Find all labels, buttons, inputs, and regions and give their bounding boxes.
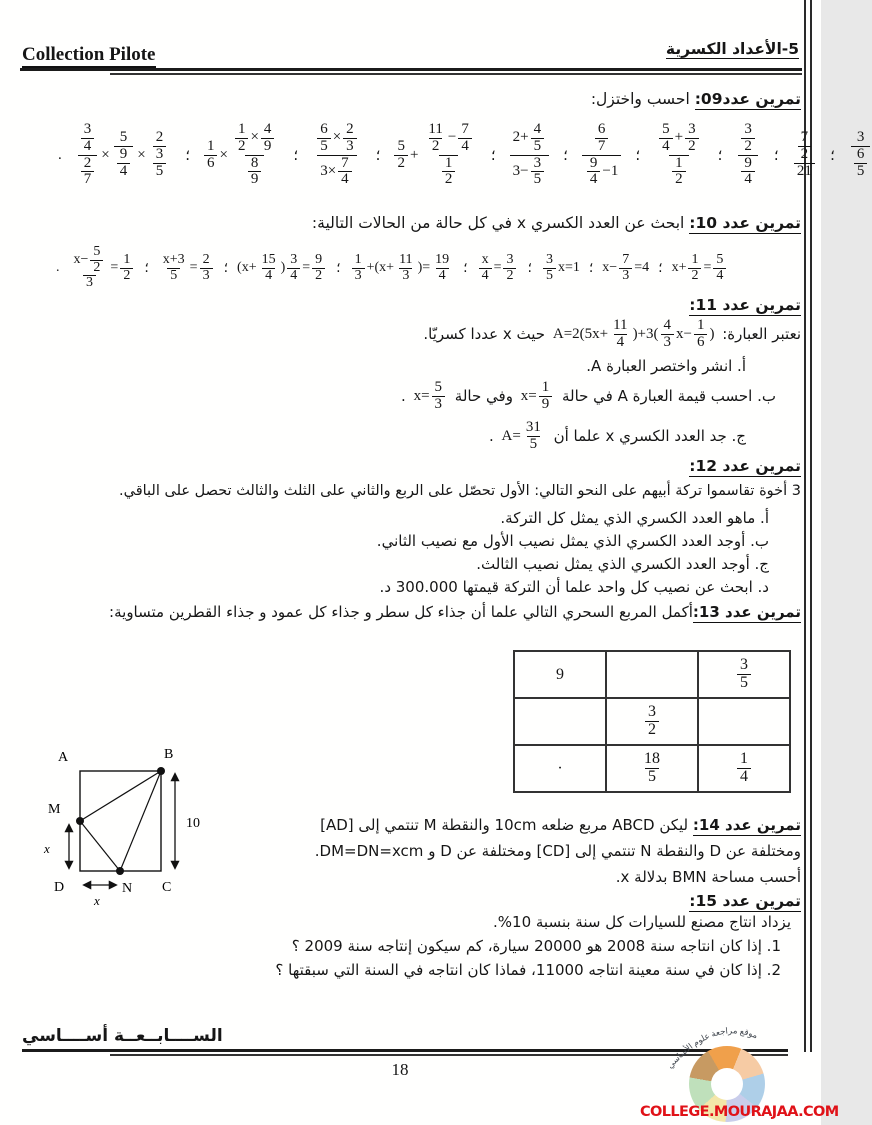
magic-cell-r1c0 [514, 698, 606, 745]
exercise-15-heading [689, 892, 801, 910]
exercise-12-heading [689, 457, 801, 475]
header-rule-1 [20, 68, 802, 71]
exercise-14-line-3: أحسب مساحة BMN بدلالة x. [615, 868, 801, 886]
label-m: M [48, 802, 61, 817]
header-rule-2 [110, 73, 802, 75]
geometry-figure [38, 743, 262, 923]
point-b-dot [157, 767, 165, 775]
point-m-dot [76, 817, 84, 825]
footer-grade: الســــابــعــة أســــاسي [22, 1026, 223, 1046]
exercise-12-item-d: د. ابحث عن نصيب كل واحد علما أن التركة قيمتها 300.000 د. [379, 578, 769, 596]
label-x-bottom: x [94, 893, 100, 908]
exercise-14-line-2: ومختلفة عن D والنقطة N تنتمي إلى [CD] ومختلفة عن D و DM=DN=xcm. [314, 842, 801, 860]
exercise-11-item-c: ج. جد العدد الكسري x علما أن A= $\frac{31}{5}$ . [488, 419, 746, 452]
exercise-10-label: تمرين عدد 10: [689, 214, 801, 232]
exercise-09-heading [591, 90, 801, 108]
exercise-13-heading [109, 603, 801, 621]
exercise-14-label: تمرين عدد 14: [692, 816, 801, 834]
exercise-12-item-c: ج. أوجد العدد الكسري الذي يمثل نصيب الثالث. [476, 555, 769, 573]
exercise-11-item-b: ب. احسب قيمة العبارة A في حالة x= $\frac{1}{9}$ وفي حالة x= $\frac{5}{3}$ . [401, 379, 776, 412]
magic-cell-r1c2 [698, 698, 790, 745]
exercise-12-label: تمرين عدد 12: [689, 457, 801, 475]
exercise-10-equations: . x− $\frac{5}{2}$ 3 = $\frac{1}{2}$ ؛ $\frac{x+3}{5}$ = $\frac{2}{3}$ ؛ (x+ $\frac{15}{4}$ ) $\frac{3}{4}$ = $\frac{9}{2}$ ؛ 1 3 +(x+ $\frac{11}{3}$ )= $\frac{19}{4}$ ؛ $\frac{x}{4}$ = $\frac{3}{2}$ ؛ 3 5 x=1 ؛ x− $\frac{7}{3}$ =4 ؛ x+ $\frac{1}{2}$ = $\frac{5}{4}$ [56, 240, 796, 296]
magic-cell-r0c2: 3 5 [698, 651, 790, 698]
exercise-12-intro: 3 أخوة تقاسموا تركة أبيهم على النحو التالي: الأول تحصّل على الربع والثاني على الثلث والثالث تحصل على الباقي. [119, 483, 801, 499]
exercise-11-heading [689, 296, 801, 314]
exercise-15-item-2: 2. إذا كان في سنة معينة انتاجه 11000، فماذا كان انتاجه في السنة التي سبقتها ؟ [275, 961, 781, 979]
exercise-15-label: تمرين عدد 15: [689, 892, 801, 910]
point-n-dot [116, 867, 124, 875]
magic-cell-r2c0: · [514, 745, 606, 792]
magic-square-table [513, 650, 791, 793]
exercise-11-item-a: أ. انشر واختصر العبارة A. [586, 357, 746, 375]
exercise-15-intro: يزداد انتاج مصنع للسيارات كل سنة بنسبة 10%. [493, 913, 791, 931]
exercise-10-prompt: ابحث عن العدد الكسري x في كل حالة من الحالات التالية: [311, 214, 685, 232]
segment-mb [80, 771, 161, 821]
label-c: C [162, 880, 172, 895]
label-d: D [54, 880, 65, 895]
magic-cell-r1c1: 3 2 [606, 698, 698, 745]
square-abcd [80, 771, 161, 871]
label-a: A [58, 750, 69, 765]
magic-cell-r2c2: 1 4 [698, 745, 790, 792]
label-side-10: 10 [186, 816, 200, 831]
label-b: B [164, 747, 174, 762]
magic-cell-r0c1 [606, 651, 698, 698]
svg-text:موقع مراجعة علوم الأساسي: موقع مراجعة علوم الأساسي [664, 1025, 760, 1071]
site-link-text: COLLEGE.MOURAJAA.COM [640, 1104, 839, 1120]
page-number: 18 [391, 1060, 409, 1079]
page-title: 5-الأعداد الكسرية [665, 40, 799, 58]
exercise-09-label: تمرين عدد09: [694, 90, 801, 108]
magic-cell-r0c0: 9 [514, 651, 606, 698]
exercise-14-line-1 [320, 816, 801, 834]
collection-title: Collection Pilote [22, 44, 156, 68]
exercise-12-item-a: أ. ماهو العدد الكسري الذي يمثل كل التركة. [500, 509, 769, 527]
segment-mn [80, 821, 120, 871]
exercise-11-label: تمرين عدد 11: [689, 296, 801, 314]
exercise-13-label: تمرين عدد 13: [692, 603, 801, 621]
exercise-12-item-b: ب. أوجد العدد الكسري الذي يمثل نصيب الأول مع نصيب الثاني. [376, 532, 769, 550]
magic-cell-r2c1: 18 5 [606, 745, 698, 792]
label-x-left: x [44, 841, 50, 856]
exercise-09-prompt: احسب واختزل: [590, 90, 690, 108]
exercise-14-text-1: ليكن ABCD مربع ضلعه 10cm والنقطة M تنتمي إلى [AD] [320, 816, 693, 834]
exercise-11-statement: نعتبر العبارة: A=2(5x+ $\frac{11}{4}$ )+3( 4 3 x− $\frac{1}{6}$ ) حيث x عددا كسريّا. [423, 317, 801, 350]
label-n: N [122, 881, 133, 896]
exercise-10-heading [312, 214, 801, 232]
exercise-09-expressions: . 3 4 2 7 × 5 9 4 × 2 3 5 ؛ $\frac{1}{6}$ × $\frac{1}{2}$ × $\frac{4}{9}$ 8 9 ؛ $\frac{6}{5}$ × $\frac{2}{3}$ 3× $\frac{7}{4}$ ؛ 5 2 + 11 2 − $\frac{7}{4}$ 1 2 ؛ 2+ $\frac{4}{5}$ 3− $\frac{3}{5}$ ؛ 6 7 9 4 −1 ؛ 5 4 + $\frac{3}{2}$ 1 2 ؛ 3 2 9 4 ؛ 7 2 21 ؛ 3 6 5 [58, 108, 778, 202]
exercise-13-prompt: أكمل المربع السحري التالي علما أن جذاء كل سطر و جذاء كل عمود و جذاء القطرين متساوية: [109, 603, 693, 621]
segment-bn [120, 771, 161, 871]
exercise-15-item-1: 1. إذا كان انتاجه سنة 2008 هو 20000 سيارة، كم سيكون إنتاجه سنة 2009 ؟ [291, 937, 781, 955]
